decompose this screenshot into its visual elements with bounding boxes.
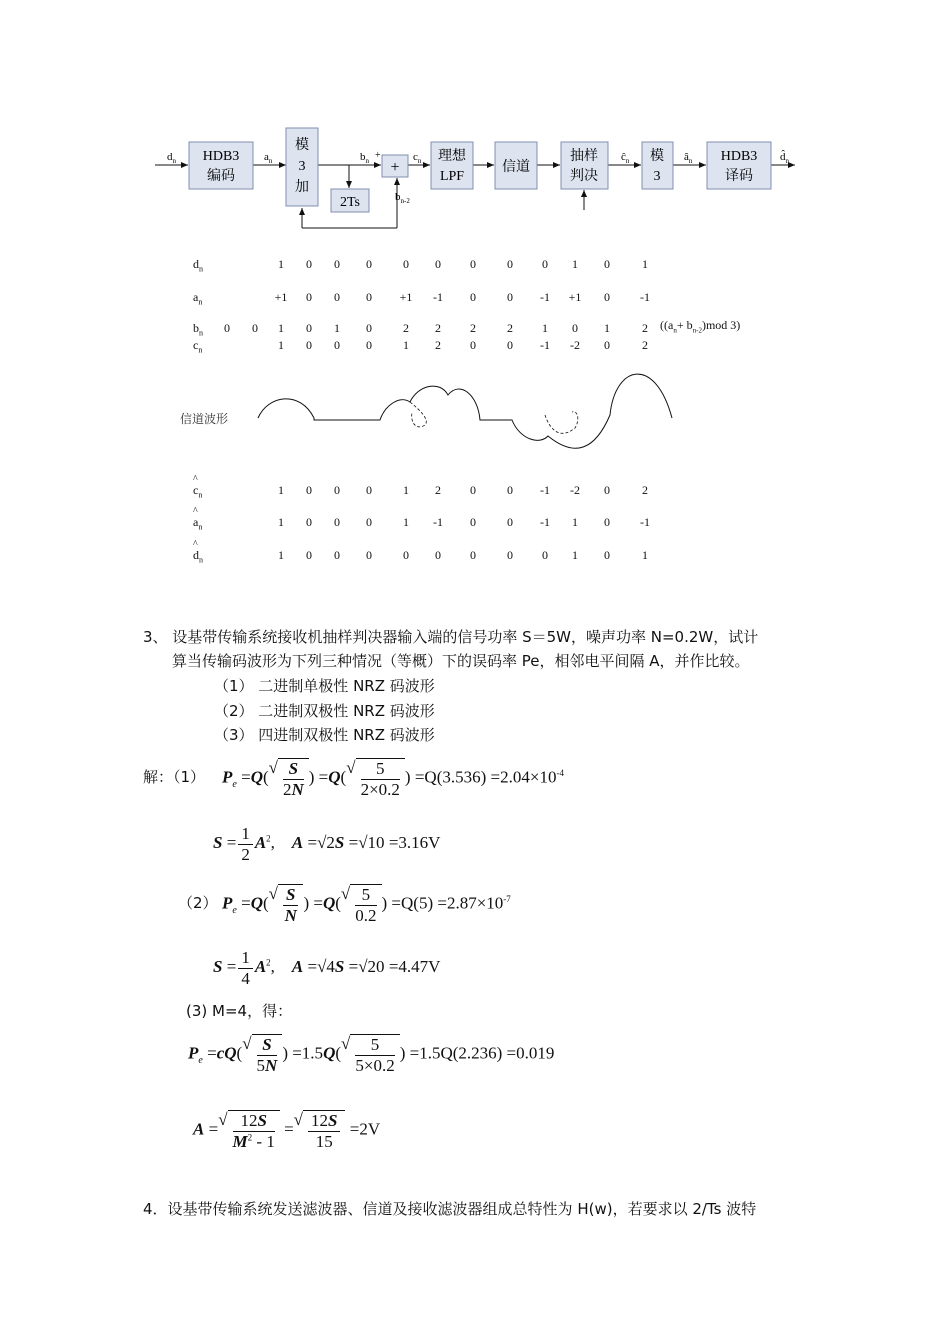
svg-text:LPF: LPF: [439, 169, 465, 184]
table-cell: 0: [366, 290, 372, 304]
hat-table-cell: 0: [435, 548, 441, 562]
equation-3: $P_e =Q$( √ $\frac{S}{N}$ ) =Q( √ $\frac{5}{0.2}$ ) $=Q(5) =2.87\times 10^{-7}$: [222, 884, 511, 925]
table-cell: +1: [274, 290, 288, 304]
svg-text:编码: 编码: [207, 168, 235, 184]
hat-table-cell: 0: [470, 548, 476, 562]
hat-table-cell: -2: [570, 483, 580, 497]
svg-text:译码: 译码: [725, 168, 753, 184]
equation-4: S = $\frac{1}{4}$ $A^2$, A =√4S =√20 =4.47V: [213, 948, 441, 988]
table-cell: 0: [334, 257, 340, 271]
hat-table-cell: 0: [334, 483, 340, 497]
row-label-c: $c_n$: [193, 338, 203, 355]
row-label-a: $a_n$: [193, 290, 203, 307]
hat-table-cell: 0: [604, 548, 610, 562]
hat-table-cell: 1: [278, 483, 284, 497]
hdb3-decoder-block: [707, 142, 771, 189]
svg-text:HDB3: HDB3: [720, 149, 758, 164]
table-cell: 1: [642, 257, 648, 271]
table-cell: 2: [435, 338, 441, 352]
hat-table-cell: 0: [306, 483, 312, 497]
table-cell: 0: [366, 257, 372, 271]
table-cell: 1: [278, 257, 284, 271]
table-cell: 2: [507, 321, 513, 335]
hat-table-cell: 0: [507, 548, 513, 562]
hat-row-label-c: ^ $c_n$: [193, 474, 203, 500]
hat-table-cell: -1: [540, 515, 550, 529]
hat-table-cell: 0: [403, 548, 409, 562]
table-cell: 2: [470, 321, 476, 335]
table-cell: +1: [568, 290, 582, 304]
table-cell: 0: [470, 290, 476, 304]
hat-table-cell: 1: [278, 515, 284, 529]
table-cell: -1: [540, 338, 550, 352]
table-cell: 0: [306, 338, 312, 352]
table-cell: 2: [403, 321, 409, 335]
hat-table-cell: 0: [334, 515, 340, 529]
channel-block: [495, 142, 537, 189]
hat-table-cell: 0: [306, 515, 312, 529]
table-cell: +1: [399, 290, 413, 304]
row-label-b: $b_n$: [193, 321, 203, 338]
problem3-line1: 3、 设基带传输系统接收机抽样判决器输入端的信号功率 S＝5W，噪声功率 N=0.2W，试计: [143, 628, 759, 646]
table-cell: 2: [642, 321, 648, 335]
svg-text:加: 加: [295, 179, 309, 195]
hat-table-cell: 1: [403, 483, 409, 497]
adder-block: [382, 155, 408, 177]
table-cell: 0: [366, 338, 372, 352]
equation-6: A = √ $\frac{12S}{M^2 - 1}$ = √ $\frac{12S}{15}$ =2V: [193, 1110, 381, 1151]
table-cell: 0: [507, 338, 513, 352]
svg-text:抽样: 抽样: [570, 148, 598, 164]
hat-table-cell: 1: [572, 548, 578, 562]
table-cell: 0: [306, 321, 312, 335]
svg-text:+: +: [375, 150, 381, 161]
channel-waveform: [250, 360, 690, 460]
hat-table-cell: 2: [435, 483, 441, 497]
svg-text:ân: $â_n$: [684, 151, 693, 165]
problem3-line2: 算当传输码波形为下列三种情况（等概）下的误码率 Pe，相邻电平间隔 A，并作比较。: [172, 652, 750, 670]
table-cell: 2: [642, 338, 648, 352]
hat-table-cell: 0: [306, 548, 312, 562]
table-cell: 0: [507, 257, 513, 271]
table-cell: 0: [435, 257, 441, 271]
svg-text:d̂n: $d̂_n$: [780, 151, 789, 165]
svg-text:+: +: [390, 159, 400, 176]
problem4-line1: 4．设基带传输系统发送滤波器、信道及接收滤波器组成总特性为 H(w)，若要求以 2/Ts 波特: [143, 1200, 757, 1218]
hat-table-cell: 0: [604, 483, 610, 497]
equation-2: S = $\frac{1}{2}$ $A^2$, A =√2S =√10 =3.16V: [213, 824, 441, 864]
svg-text:2Ts: 2Ts: [339, 195, 361, 210]
hat-row-label-d: ^ $d_n$: [193, 539, 203, 565]
hdb3-encoder-block: [189, 142, 253, 189]
table-cell: 0: [334, 290, 340, 304]
hat-table-cell: 0: [366, 515, 372, 529]
table-cell: 0: [470, 338, 476, 352]
problem3-item3: （3） 四进制双极性 NRZ 码波形: [214, 726, 435, 744]
equation-1: $P_e =Q$( √ $\frac{S}{2N}$ ) =Q( √ $\frac{5}{2\times 0.2}$ ) $=Q(3.536) =2.04\times 10^{-4}$: [222, 758, 564, 799]
table-cell: -1: [433, 290, 443, 304]
b-formula-note: ($(a_n+ b_{n-2})mod$ 3): [660, 318, 741, 335]
hat-table-cell: 0: [542, 548, 548, 562]
delay-2ts-block: [331, 189, 369, 212]
table-cell: 2: [435, 321, 441, 335]
hat-table-cell: 1: [572, 515, 578, 529]
table-cell: 1: [604, 321, 610, 335]
table-cell: 0: [604, 338, 610, 352]
table-cell: 0: [604, 257, 610, 271]
hat-table-cell: 1: [278, 548, 284, 562]
table-cell: -1: [640, 290, 650, 304]
ideal-lpf-block: [431, 142, 473, 189]
part2-label: （2）: [178, 894, 218, 912]
mod3-adder-block: [286, 128, 318, 206]
table-cell: 0: [252, 321, 258, 335]
hat-table-cell: 2: [642, 483, 648, 497]
table-cell: 0: [542, 257, 548, 271]
hat-table-cell: 0: [366, 483, 372, 497]
table-cell: 0: [604, 290, 610, 304]
signal-labels: [167, 149, 790, 205]
sampler-decision-block: [561, 142, 608, 189]
hat-table-cell: 0: [507, 483, 513, 497]
hat-table-cell: 0: [470, 483, 476, 497]
svg-text:ĉn: $ĉ_n$: [621, 151, 630, 165]
block-diagram: [0, 110, 950, 240]
svg-text:HDB3: HDB3: [202, 149, 240, 164]
table-cell: 0: [366, 321, 372, 335]
svg-text:an: $a_n$: [264, 151, 273, 165]
svg-text:bn: $b_n$: [360, 151, 369, 165]
table-cell: 0: [470, 257, 476, 271]
svg-text:模: 模: [650, 148, 664, 164]
svg-text:dn: $d_n$: [167, 151, 176, 165]
hat-table-cell: 1: [403, 515, 409, 529]
table-cell: 0: [507, 290, 513, 304]
waveform-label: 信道波形: [180, 412, 229, 426]
table-cell: -2: [570, 338, 580, 352]
svg-text:cn: $c_n$: [413, 151, 422, 165]
svg-text:信道: 信道: [502, 159, 530, 175]
hat-table-cell: 0: [366, 548, 372, 562]
hat-table-cell: 0: [334, 548, 340, 562]
part3-label: (3) M=4，得：: [186, 1002, 293, 1020]
hat-table-cell: 0: [604, 515, 610, 529]
table-cell: 1: [278, 321, 284, 335]
table-cell: 0: [306, 257, 312, 271]
row-label-d: $d_n$: [193, 257, 203, 274]
svg-text:模: 模: [295, 137, 309, 153]
svg-text:3: 3: [298, 159, 306, 174]
hat-table-cell: -1: [640, 515, 650, 529]
table-cell: 1: [278, 338, 284, 352]
svg-text:3: 3: [653, 169, 661, 184]
equation-5: $P_e =cQ$( √ $\frac{S}{5N}$ ) =1.5Q( √ $\frac{5}{5\times 0.2}$ ) =1.5Q(2.236) =0.019: [188, 1034, 555, 1075]
hat-table-cell: 0: [507, 515, 513, 529]
solution-label: 解：（1）: [143, 768, 206, 786]
problem3-item2: （2） 二进制双极性 NRZ 码波形: [214, 702, 435, 720]
hat-table-cell: 0: [470, 515, 476, 529]
svg-text:判决: 判决: [570, 168, 598, 184]
problem3-item1: （1） 二进制单极性 NRZ 码波形: [214, 677, 435, 695]
table-cell: 0: [334, 338, 340, 352]
mod3-block: [642, 142, 673, 189]
hat-table-cell: -1: [433, 515, 443, 529]
table-cell: -1: [540, 290, 550, 304]
table-cell: 1: [334, 321, 340, 335]
table-cell: 0: [224, 321, 230, 335]
table-cell: 1: [403, 338, 409, 352]
svg-text:理想: 理想: [438, 148, 466, 164]
hat-table-cell: 1: [642, 548, 648, 562]
hat-row-label-a: ^ $a_n$: [193, 506, 203, 532]
table-cell: 1: [542, 321, 548, 335]
table-cell: 1: [572, 257, 578, 271]
hat-table-cell: -1: [540, 483, 550, 497]
table-cell: 0: [306, 290, 312, 304]
table-cell: 0: [572, 321, 578, 335]
svg-text:bn-2: $b_{n-2}$: [395, 191, 410, 205]
table-cell: 0: [403, 257, 409, 271]
